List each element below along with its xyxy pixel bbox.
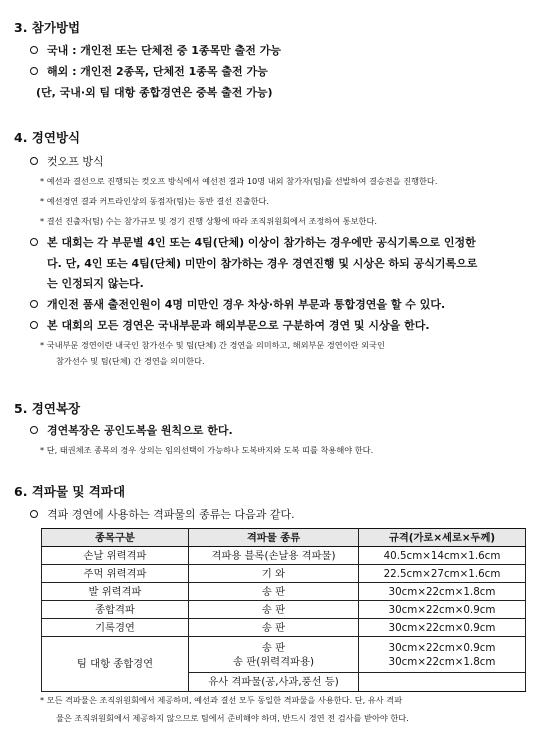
circle-bullet-icon bbox=[30, 238, 38, 246]
circle-bullet-icon bbox=[30, 46, 38, 54]
spec-cell: 40.5cm×14cm×1.6cm bbox=[359, 547, 526, 565]
circle-bullet-icon bbox=[30, 510, 38, 518]
breaking-intro bbox=[30, 506, 295, 522]
material-cell: 유사 격파물(공,사과,풍선 등) bbox=[189, 673, 359, 692]
material-cell bbox=[189, 637, 359, 673]
spec-cell bbox=[359, 637, 526, 673]
table-row-team bbox=[42, 637, 526, 673]
poomsae-merge-rule-text: 개인전 품새 출전인원이 4명 미만인 경우 차상·하위 부문과 통합경연을 할 수 있다. bbox=[47, 298, 446, 311]
uniform-rule-text: 경연복장은 공인도복을 원칙으로 한다. bbox=[47, 424, 233, 437]
participation-note: (단, 국내·외 팀 대항 종합경연은 중복 출전 가능) bbox=[36, 86, 273, 99]
spec-cell: 30cm×22cm×0.9cm bbox=[359, 619, 526, 637]
spec-line: 30cm×22cm×1.8cm bbox=[388, 655, 496, 668]
official-record-rule-text: 본 대회는 각 부문별 4인 또는 4팀(단체) 이상이 참가하는 경우에만 공식기록으로 인정한 bbox=[47, 236, 476, 249]
uniform-rule bbox=[30, 422, 233, 438]
cutoff-method-text: 컷오프 방식 bbox=[47, 155, 104, 168]
section-3-title: 3. 참가방법 bbox=[14, 20, 81, 35]
section-5-title: 5. 경연복장 bbox=[14, 401, 81, 416]
division-rule bbox=[30, 317, 430, 333]
cutoff-note-2: * 예선경연 결과 커트라인상의 동점자(팀)는 동반 결선 진출한다. bbox=[40, 196, 270, 206]
table-row bbox=[42, 619, 526, 637]
table-row bbox=[42, 547, 526, 565]
circle-bullet-icon bbox=[30, 321, 38, 329]
material-cell: 송 판 bbox=[189, 583, 359, 601]
spec-cell: 30cm×22cm×1.8cm bbox=[359, 583, 526, 601]
breaking-intro-text: 격파 경연에 사용하는 격파물의 종류는 다음과 같다. bbox=[47, 508, 295, 521]
table-note-line-2: 물은 조직위원회에서 제공하지 않으므로 팀에서 준비해야 하며, 반드시 경연 전 검사를 받아야 한다. bbox=[56, 713, 409, 723]
event-cell: 손날 위력격파 bbox=[42, 547, 189, 565]
table-header-cell: 격파물 종류 bbox=[189, 529, 359, 547]
participation-domestic bbox=[30, 42, 281, 58]
uniform-note: * 단, 태권체조 종목의 경우 상의는 임의선택이 가능하나 도복바지와 도복 띠를 착용해야 한다. bbox=[40, 445, 374, 455]
event-cell: 팀 대항 종합경연 bbox=[42, 637, 189, 692]
circle-bullet-icon bbox=[30, 300, 38, 308]
section-6-title: 6. 격파물 및 격파대 bbox=[14, 484, 126, 499]
table-note-line-1: * 모든 격파물은 조직위원회에서 제공하며, 예선과 결선 모두 동일한 격파물을 사용한다. 단, 유사 격파 bbox=[40, 695, 403, 705]
event-cell: 주먹 위력격파 bbox=[42, 565, 189, 583]
spec-cell: 22.5cm×27cm×1.6cm bbox=[359, 565, 526, 583]
table-header-cell: 규격(가로×세로×두께) bbox=[359, 529, 526, 547]
cutoff-note-1: * 예선과 결선으로 진행되는 컷오프 방식에서 예선전 결과 10명 내외 참가자(팀)를 선발하여 결승전을 진행한다. bbox=[40, 176, 438, 186]
official-record-rule-line-3: 는 인정되지 않는다. bbox=[47, 277, 144, 290]
material-cell: 격파용 블록(손날용 격파물) bbox=[189, 547, 359, 565]
circle-bullet-icon bbox=[30, 67, 38, 75]
official-record-rule-line-2: 다. 단, 4인 또는 4팀(단체) 미만이 참가하는 경우 경연진행 및 시상은 하되 공식기록으로 bbox=[47, 257, 478, 270]
event-cell: 발 위력격파 bbox=[42, 583, 189, 601]
event-cell: 기록경연 bbox=[42, 619, 189, 637]
breaking-material-table bbox=[41, 528, 526, 692]
table-row bbox=[42, 601, 526, 619]
material-line: 송 판 bbox=[261, 641, 286, 654]
division-note-line-2: 참가선수 및 팀(단체) 간 경연을 의미한다. bbox=[56, 356, 205, 366]
circle-bullet-icon bbox=[30, 426, 38, 434]
material-cell: 기 와 bbox=[189, 565, 359, 583]
participation-domestic-text: 국내 : 개인전 또는 단체전 중 1종목만 출전 가능 bbox=[47, 44, 281, 57]
table-row bbox=[42, 565, 526, 583]
poomsae-merge-rule bbox=[30, 296, 445, 312]
official-record-rule-line-1 bbox=[30, 234, 476, 250]
circle-bullet-icon bbox=[30, 157, 38, 165]
spec-line: 30cm×22cm×0.9cm bbox=[388, 641, 496, 654]
section-4-title: 4. 경연방식 bbox=[14, 130, 81, 145]
table-header-cell: 종목구분 bbox=[42, 529, 189, 547]
material-line: 송 판(위력격파용) bbox=[233, 655, 314, 668]
material-cell: 송 판 bbox=[189, 619, 359, 637]
table-row bbox=[42, 583, 526, 601]
spec-cell: 30cm×22cm×0.9cm bbox=[359, 601, 526, 619]
cutoff-method bbox=[30, 153, 104, 169]
participation-overseas-text: 해외 : 개인전 2종목, 단체전 1종목 출전 가능 bbox=[47, 65, 268, 78]
participation-overseas bbox=[30, 63, 268, 79]
spec-cell bbox=[359, 673, 526, 692]
table-header-row bbox=[42, 529, 526, 547]
division-rule-text: 본 대회의 모든 경연은 국내부문과 해외부문으로 구분하여 경연 및 시상을 한다. bbox=[47, 319, 430, 332]
division-note-line-1: * 국내부문 경연이란 내국인 참가선수 및 팀(단체) 간 경연을 의미하고, 해외부문 경연이란 외국인 bbox=[40, 340, 385, 350]
cutoff-note-3: * 결선 진출자(팀) 수는 참가규모 및 경기 진행 상황에 따라 조직위원회에서 조정하여 통보한다. bbox=[40, 216, 377, 226]
event-cell: 종합격파 bbox=[42, 601, 189, 619]
material-cell: 송 판 bbox=[189, 601, 359, 619]
